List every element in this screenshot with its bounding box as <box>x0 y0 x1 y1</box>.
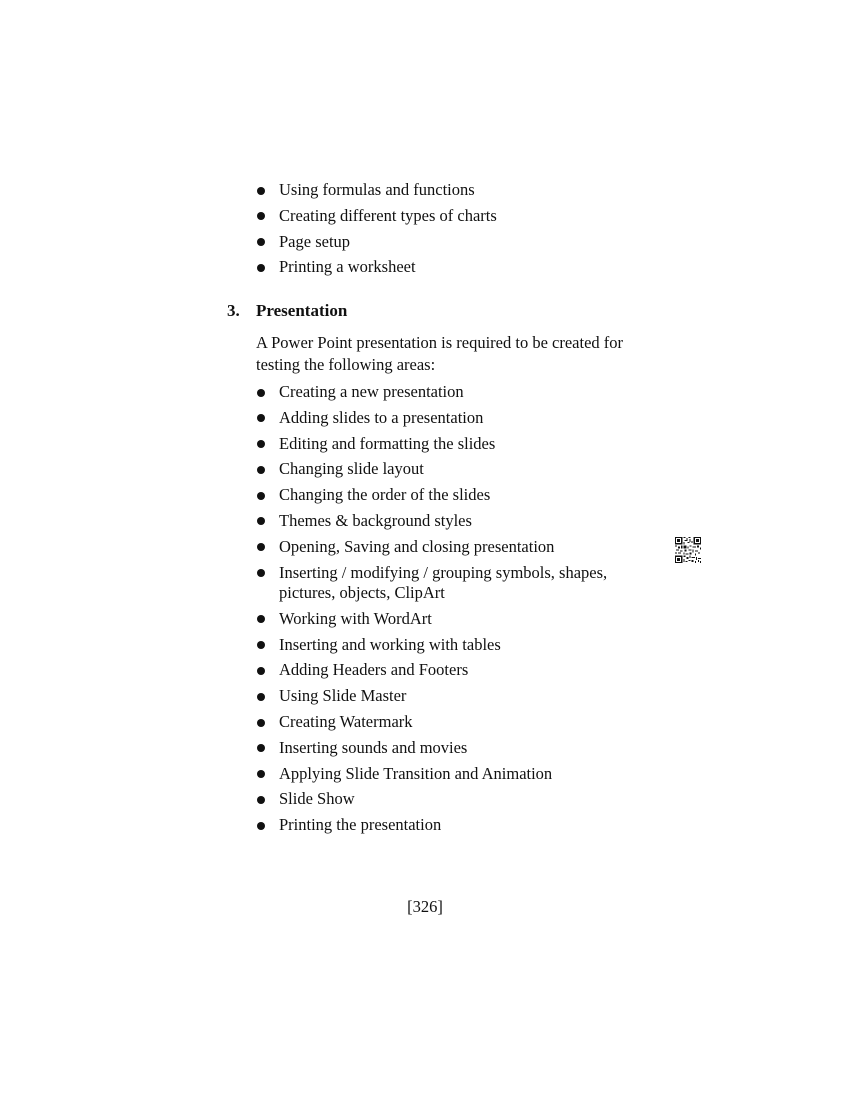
list-item: Slide Show <box>255 789 654 810</box>
list-item: Opening, Saving and closing presentation <box>255 537 654 558</box>
list-item: Creating different types of charts <box>255 206 654 227</box>
list-item: Printing the presentation <box>255 815 654 836</box>
list-item: Editing and formatting the slides <box>255 434 654 455</box>
presentation-topics-list <box>255 382 654 841</box>
section-number: 3. <box>227 301 240 320</box>
qr-code-icon[interactable] <box>675 537 701 563</box>
list-item: Inserting / modifying / grouping symbols, shapes, pictures, objects, ClipArt <box>255 563 654 604</box>
section-heading <box>227 300 347 322</box>
section-intro: A Power Point presentation is required to be created for testing the following areas: <box>256 333 624 374</box>
list-item: Applying Slide Transition and Animation <box>255 764 654 785</box>
list-item: Page setup <box>255 232 654 253</box>
list-item: Changing slide layout <box>255 459 654 480</box>
page-number: [326] <box>407 897 443 916</box>
list-item: Using formulas and functions <box>255 180 654 201</box>
list-item: Adding Headers and Footers <box>255 660 654 681</box>
list-item: Printing a worksheet <box>255 257 654 278</box>
list-item: Inserting sounds and movies <box>255 738 654 759</box>
list-item: Using Slide Master <box>255 686 654 707</box>
section-title: Presentation <box>256 301 348 320</box>
list-item: Inserting and working with tables <box>255 635 654 656</box>
list-item: Themes & background styles <box>255 511 654 532</box>
list-item: Adding slides to a presentation <box>255 408 654 429</box>
spreadsheet-topics-list <box>255 180 654 283</box>
list-item: Working with WordArt <box>255 609 654 630</box>
list-item: Creating Watermark <box>255 712 654 733</box>
list-item: Changing the order of the slides <box>255 485 654 506</box>
list-item: Creating a new presentation <box>255 382 654 403</box>
